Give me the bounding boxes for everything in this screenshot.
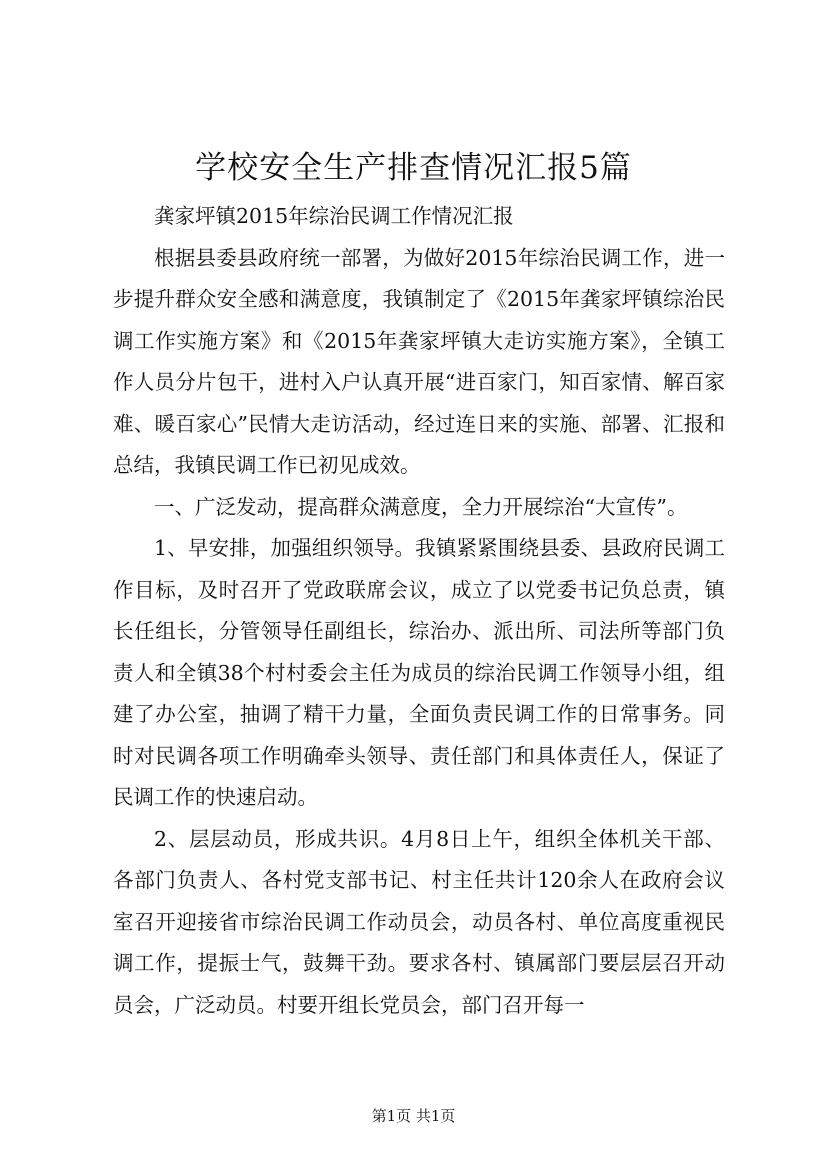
- paragraph-intro: 根据县委县政府统一部署，为做好2015年综治民调工作，进一步提升群众安全感和满意度，我镇制定了《2015年龚家坪镇综治民调工作实施方案》和《2015年龚家坪镇大走访实施方案》，全镇工作人员分片包干，进村入户认真开展“进百家门，知百家情、解百家难、暖百家心”民情大走访活动，经过连日来的实施、部署、汇报和总结，我镇民调工作已初见成效。: [113, 245, 725, 477]
- document-subtitle: 龚家坪镇2015年综治民调工作情况汇报: [154, 204, 514, 228]
- paragraph-item-2: 2、层层动员，形成共识。4月8日上午，组织全体机关干部、各部门负责人、各村党支部书记、村主任共计120余人在政府会议室召开迎接省市综治民调工作动员会，动员各村、单位高度重视民调工作，提振士气，鼓舞干劲。要求各村、镇属部门要层层召开动员会，广泛动员。村要开组长党员会，部门召开每一: [113, 826, 725, 1017]
- paragraph-item-1: 1、早安排，加强组织领导。我镇紧紧围绕县委、县政府民调工作目标，及时召开了党政联席会议，成立了以党委书记负总责，镇长任组长，分管领导任副组长，综治办、派出所、司法所等部门负责人和全镇38个村村委会主任为成员的综治民调工作领导小组，组建了办公室，抽调了精干力量，全面负责民调工作的日常事务。同时对民调各项工作明确牵头领导、责任部门和具体责任人，保证了民调工作的快速启动。: [113, 536, 725, 809]
- document-title: 学校安全生产排查情况汇报5篇: [195, 150, 632, 186]
- section-heading-1: 一、广泛发动，提高群众满意度，全力开展综治“大宣传”。: [154, 494, 688, 519]
- document-body: [113, 196, 725, 1026]
- page-footer: 第1页 共1页: [371, 1107, 456, 1125]
